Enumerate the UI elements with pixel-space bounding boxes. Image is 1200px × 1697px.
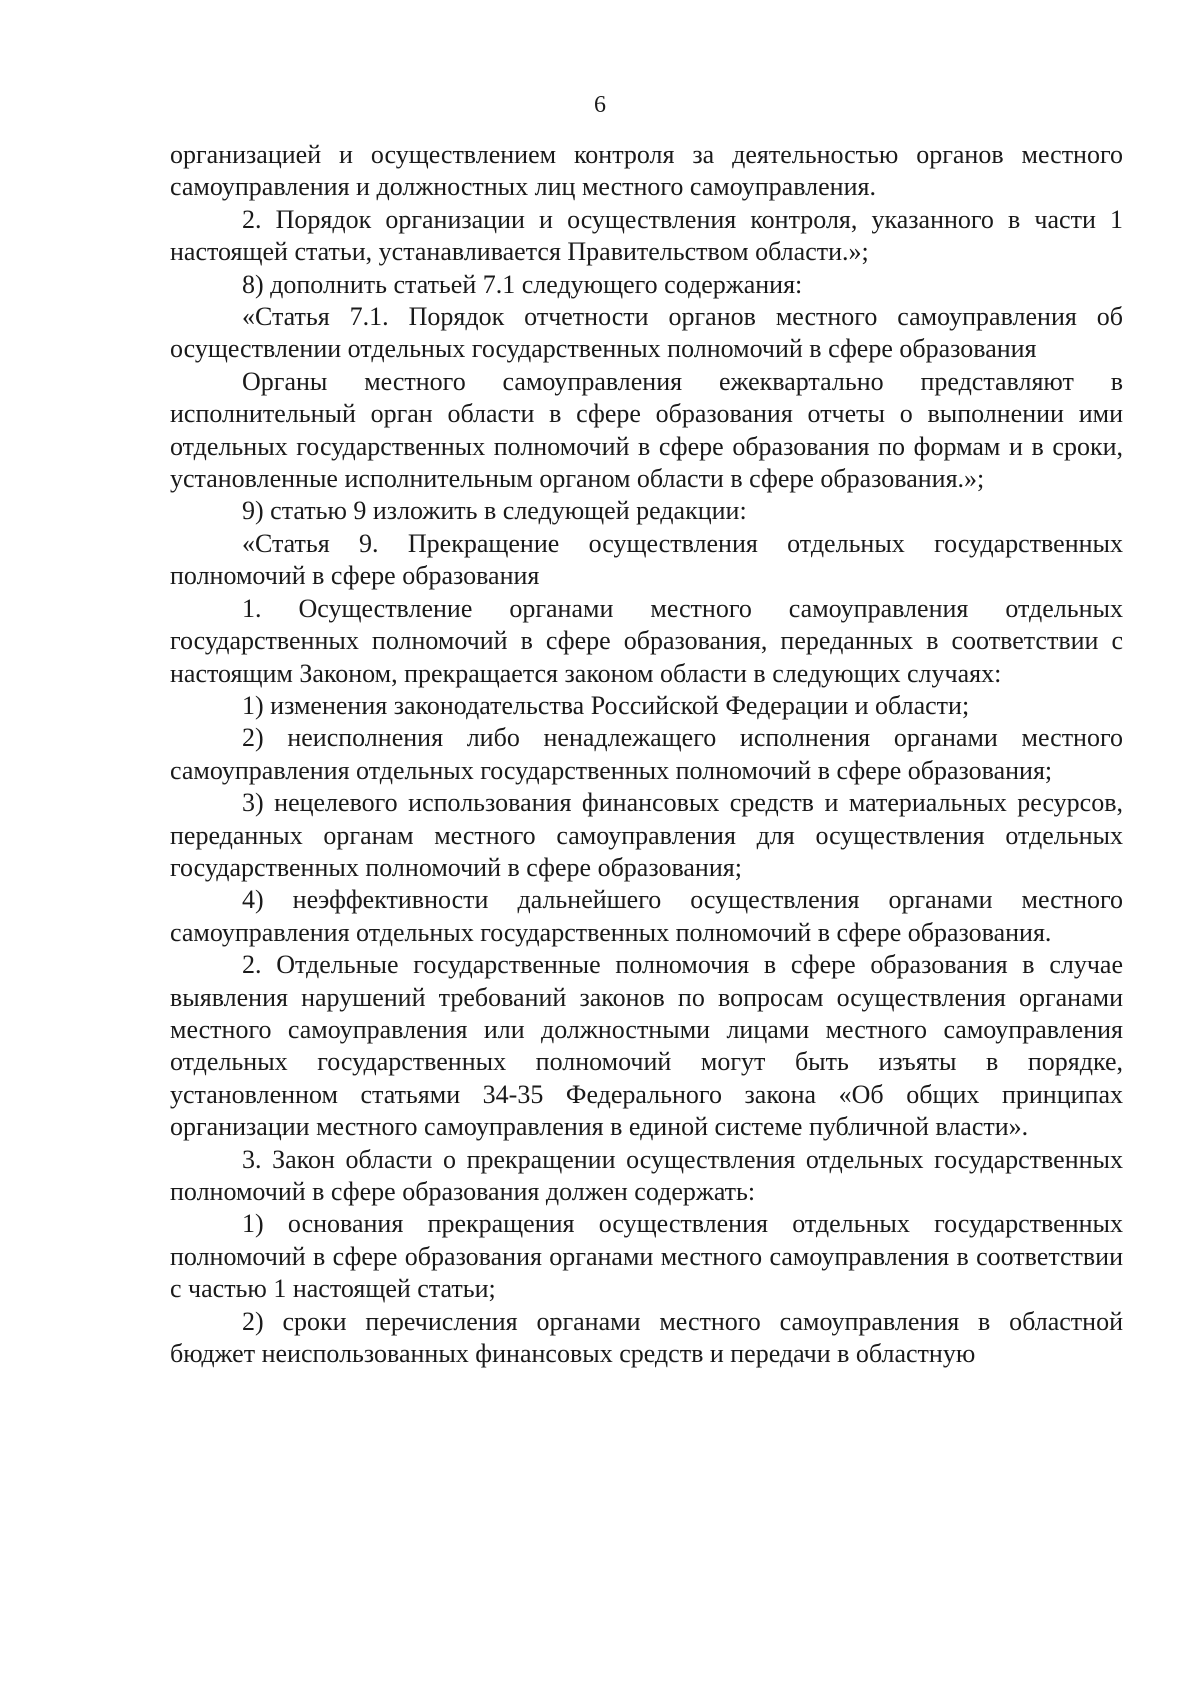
- paragraph: 1. Осуществление органами местного самоуправления отдельных государственных полномочий в сфере образования, переданных в соответствии с настоящим Законом, прекращается законом области в следующих случаях:: [170, 593, 1123, 688]
- page-number: 6: [594, 92, 606, 118]
- paragraph: 2. Отдельные государственные полномочия в сфере образования в случае выявления нарушений требований законов по вопросам осуществления органами местного самоуправления или должностными лицами местного самоуправления отдельных государственных полномочий могут быть изъяты в порядке, установленном статьями 34-35 Федерального закона «Об общих принципах организации местного самоуправления в единой системе публичной власти».: [170, 950, 1123, 1142]
- paragraph: 4) неэффективности дальнейшего осуществления органами местного самоуправления отдельных государственных полномочий в сфере образования.: [170, 885, 1123, 947]
- paragraph: организацией и осуществлением контроля за деятельностью органов местного самоуправления и должностных лиц местного самоуправления.: [170, 140, 1123, 202]
- paragraph: «Статья 7.1. Порядок отчетности органов местного самоуправления об осуществлении отдельных государственных полномочий в сфере образования: [170, 302, 1123, 364]
- paragraph: «Статья 9. Прекращение осуществления отдельных государственных полномочий в сфере образования: [170, 528, 1123, 591]
- paragraph: 8) дополнить статьей 7.1 следующего содержания:: [242, 269, 803, 299]
- paragraph: 2) неисполнения либо ненадлежащего исполнения органами местного самоуправления отдельных государственных полномочий в сфере образования;: [170, 723, 1123, 785]
- paragraph: Органы местного самоуправления ежеквартально представляют в исполнительный орган области в сфере образования отчеты о выполнении ими отдельных государственных полномочий в сфере образования по формам и в сроки, установленные исполнительным органом области в сфере образования.»;: [170, 366, 1123, 494]
- document-body: [170, 139, 1123, 1370]
- paragraph: 9) статью 9 изложить в следующей редакции:: [242, 496, 747, 526]
- paragraph: 3) нецелевого использования финансовых средств и материальных ресурсов, переданных органам местного самоуправления для осуществления отдельных государственных полномочий в сфере образования;: [170, 788, 1123, 882]
- paragraph: 2. Порядок организации и осуществления контроля, указанного в части 1 настоящей статьи, устанавливается Правительством области.»;: [170, 204, 1123, 267]
- paragraph: 1) изменения законодательства Российской Федерации и области;: [242, 690, 970, 720]
- paragraph: 2) сроки перечисления органами местного самоуправления в областной бюджет неиспользованных финансовых средств и передачи в областную: [170, 1306, 1123, 1369]
- paragraph: 3. Закон области о прекращении осуществления отдельных государственных полномочий в сфере образования должен содержать:: [170, 1144, 1123, 1206]
- paragraph: 1) основания прекращения осуществления отдельных государственных полномочий в сфере образования органами местного самоуправления в соответствии с частью 1 настоящей статьи;: [170, 1209, 1123, 1304]
